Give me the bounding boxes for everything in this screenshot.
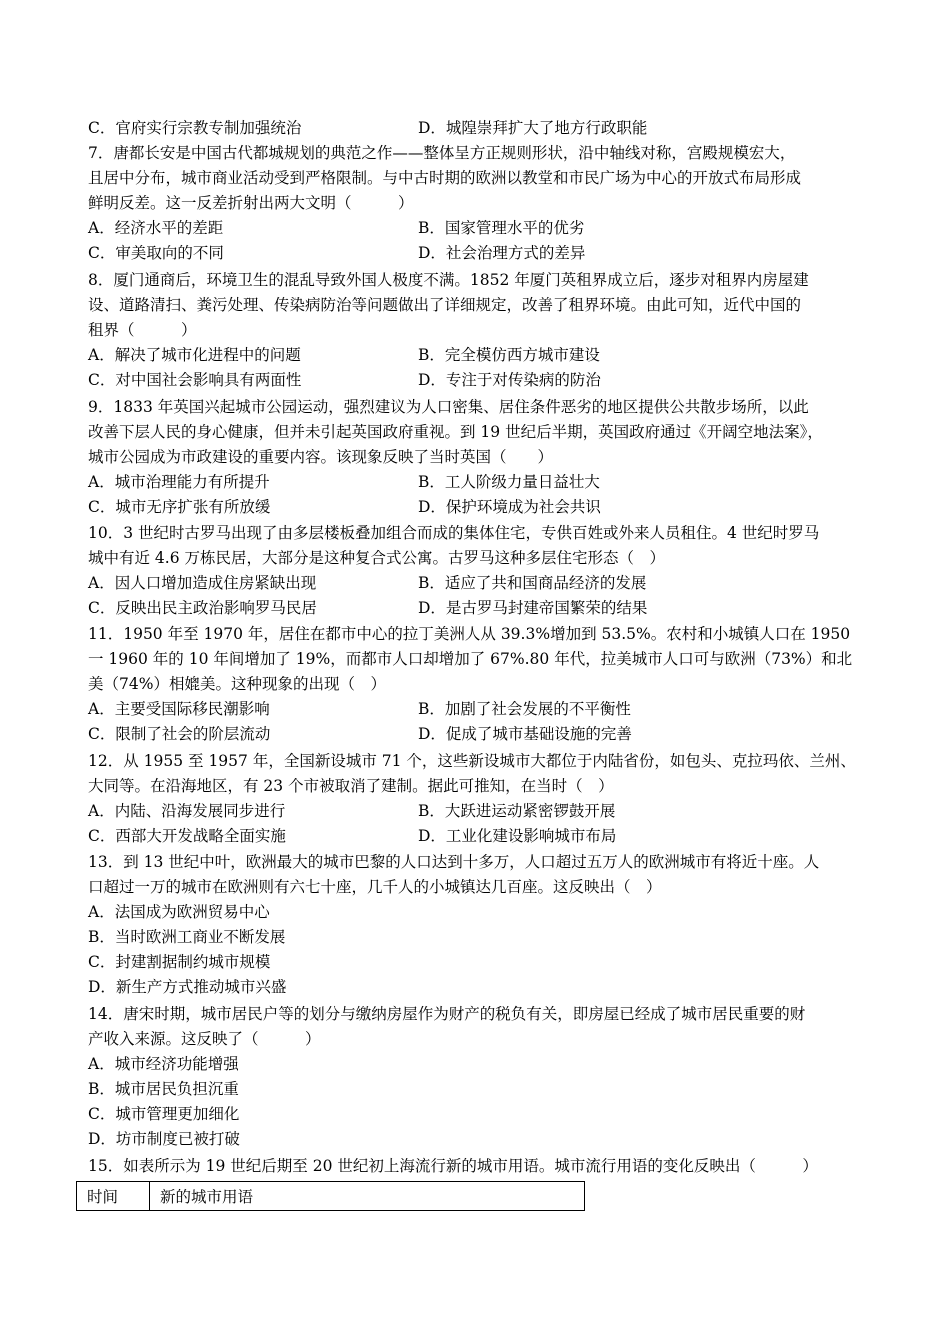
q7-options-cd (88, 243, 868, 263)
q11-option-d: D．促成了城市基础设施的完善 (418, 725, 632, 743)
q13-option-c: C．封建割据制约城市规模 (88, 953, 271, 971)
q12-stem-line-1: 12．从 1955 至 1957 年，全国新设城市 71 个，这些新设城市大都位于内陆省份，如包头、克拉玛依、兰州、 (88, 752, 856, 770)
q14-option-c: C．城市管理更加细化 (88, 1105, 240, 1123)
q11-stem-line-3: 美（74%）相媲美。这种现象的出现（ ） (88, 675, 386, 693)
q12-options-ab (88, 801, 868, 821)
q12-option-b: B．大跃进运动紧密锣鼓开展 (418, 802, 616, 820)
q10-options-ab (88, 573, 868, 593)
q12-options-cd (88, 826, 868, 846)
q14-option-a: A．城市经济功能增强 (88, 1055, 239, 1073)
q11-option-c: C．限制了社会的阶层流动 (88, 725, 271, 743)
q8-stem-line-1: 8．厦门通商后，环境卫生的混乱导致外国人极度不满。1852 年厦门英租界成立后，逐步对租界内房屋建 (88, 271, 809, 289)
q9-options-ab (88, 472, 868, 492)
q13-option-d: D．新生产方式推动城市兴盛 (88, 978, 287, 996)
q11-options-cd (88, 724, 868, 744)
q10-stem-line-2: 城中有近 4.6 万栋民居，大部分是这种复合式公寓。古罗马这种多层住宅形态（ ） (88, 549, 666, 567)
q11-stem-line-2: 一 1960 年的 10 年间增加了 19%，而都市人口却增加了 67%.80 年代，拉美城市人口可与欧洲（73%）和北 (88, 650, 853, 668)
q12-option-a: A．内陆、沿海发展同步进行 (88, 802, 286, 820)
q8-option-b: B．完全模仿西方城市建设 (418, 346, 600, 364)
table-header-time: 时间 (77, 1182, 150, 1211)
q8-options-cd (88, 370, 868, 390)
q8-stem-line-3: 租界（ ） (88, 321, 197, 339)
q8-option-a: A．解决了城市化进程中的问题 (88, 346, 301, 364)
q7-stem-line-3: 鲜明反差。这一反差折射出两大文明（ ） (88, 194, 414, 212)
q11-options-ab (88, 699, 868, 719)
q7-option-b: B．国家管理水平的优劣 (418, 219, 585, 237)
q15-table (76, 1181, 585, 1211)
q10-option-b: B．适应了共和国商品经济的发展 (418, 574, 647, 592)
q8-options-ab (88, 345, 868, 365)
q10-options-cd (88, 598, 868, 618)
q7-stem-line-2: 且居中分布，城市商业活动受到严格限制。与中古时期的欧洲以教堂和市民广场为中心的开放式布局形成 (88, 169, 802, 187)
q8-option-d: D．专注于对传染病的防治 (418, 371, 601, 389)
q12-stem-line-2: 大同等。在沿海地区，有 23 个市被取消了建制。据此可推知，在当时（ ） (88, 777, 614, 795)
q6-option-c: C．官府实行宗教专制加强统治 (88, 119, 302, 137)
table-header-terms: 新的城市用语 (150, 1182, 585, 1211)
q9-option-a: A．城市治理能力有所提升 (88, 473, 270, 491)
q14-option-b: B．城市居民负担沉重 (88, 1080, 239, 1098)
q13-stem-line-1: 13．到 13 世纪中叶，欧洲最大的城市巴黎的人口达到十多万，人口超过五万人的欧洲城市有将近十座。人 (88, 853, 820, 871)
q10-option-c: C．反映出民主政治影响罗马民居 (88, 599, 317, 617)
q7-options-ab (88, 218, 868, 238)
q12-option-d: D．工业化建设影响城市布局 (418, 827, 617, 845)
q15-stem-line-1: 15．如表所示为 19 世纪后期至 20 世纪初上海流行新的城市用语。城市流行用语的变化反映出（ ） (88, 1157, 818, 1175)
q9-stem-line-3: 城市公园成为市政建设的重要内容。该现象反映了当时英国（ ） (88, 448, 554, 466)
q7-option-d: D．社会治理方式的差异 (418, 244, 586, 262)
q7-stem-line-1: 7．唐都长安是中国古代都城规划的典范之作——整体呈方正规则形状，沿中轴线对称，宫殿规模宏大， (88, 144, 796, 162)
q9-option-c: C．城市无序扩张有所放缓 (88, 498, 271, 516)
q6-option-d: D．城隍崇拜扩大了地方行政职能 (418, 119, 648, 137)
q10-option-d: D．是古罗马封建帝国繁荣的结果 (418, 599, 648, 617)
q9-stem-line-1: 9．1833 年英国兴起城市公园运动，强烈建议为人口密集、居住条件恶劣的地区提供公共散步场所，以此 (88, 398, 809, 416)
table-header-row (77, 1182, 585, 1211)
q13-option-a: A．法国成为欧洲贸易中心 (88, 903, 270, 921)
q9-option-d: D．保护环境成为社会共识 (418, 498, 601, 516)
q8-option-c: C．对中国社会影响具有两面性 (88, 371, 302, 389)
q10-option-a: A．因人口增加造成住房紧缺出现 (88, 574, 317, 592)
q14-stem-line-2: 产收入来源。这反映了（ ） (88, 1030, 321, 1048)
q12-option-c: C．西部大开发战略全面实施 (88, 827, 286, 845)
q11-option-a: A．主要受国际移民潮影响 (88, 700, 270, 718)
q10-stem-line-1: 10．3 世纪时古罗马出现了由多层楼板叠加组合而成的集体住宅，专供百姓或外来人员租住。4 世纪时罗马 (88, 524, 820, 542)
q14-stem-line-1: 14．唐宋时期，城市居民户等的划分与缴纳房屋作为财产的税负有关，即房屋已经成了城市居民重要的财 (88, 1005, 806, 1023)
q7-option-c: C．审美取向的不同 (88, 244, 224, 262)
q9-option-b: B．工人阶级力量日益壮大 (418, 473, 600, 491)
q13-stem-line-2: 口超过一万的城市在欧洲则有六七十座，几千人的小城镇达几百座。这反映出（ ） (88, 878, 662, 896)
q13-option-b: B．当时欧洲工商业不断发展 (88, 928, 286, 946)
q11-option-b: B．加剧了社会发展的不平衡性 (418, 700, 631, 718)
q8-stem-line-2: 设、道路清扫、粪污处理、传染病防治等问题做出了详细规定，改善了租界环境。由此可知，近代中国的 (88, 296, 802, 314)
q6-options-cd (88, 118, 868, 138)
q14-option-d: D．坊市制度已被打破 (88, 1130, 240, 1148)
q9-stem-line-2: 改善下层人民的身心健康，但并未引起英国政府重视。到 19 世纪后半期，英国政府通过《开阔空地法案》， (88, 423, 823, 441)
q9-options-cd (88, 497, 868, 517)
q7-option-a: A．经济水平的差距 (88, 219, 224, 237)
q11-stem-line-1: 11．1950 年至 1970 年，居住在都市中心的拉丁美洲人从 39.3%增加到 53.5%。农村和小城镇人口在 1950 (88, 625, 851, 643)
